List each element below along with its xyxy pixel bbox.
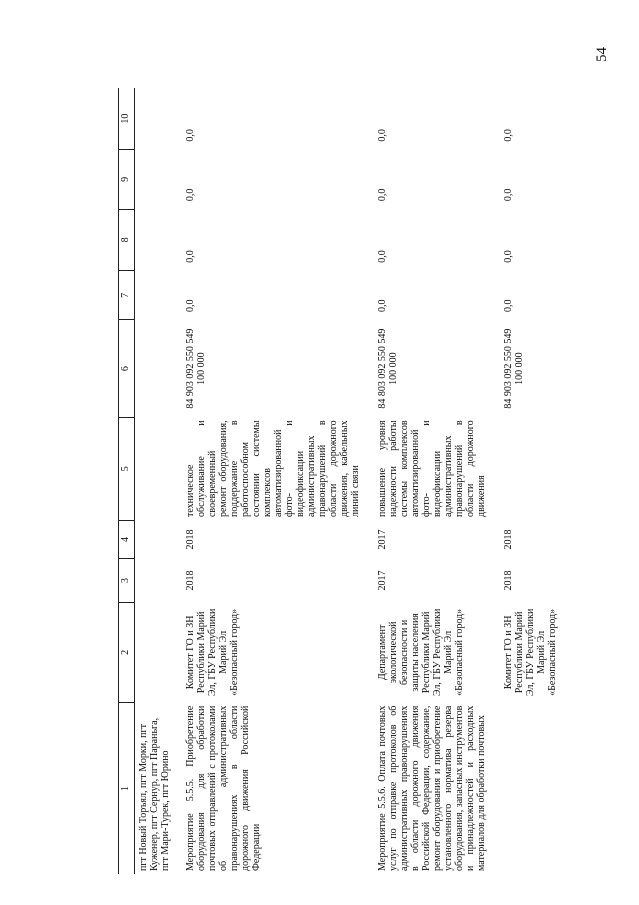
header-col-3: 3 (119, 559, 135, 602)
value-col-7: 0,0 (377, 299, 388, 312)
value-col-9: 0,0 (185, 188, 196, 202)
value-col-8: 0,0 (185, 250, 196, 263)
header-col-6: 6 (119, 320, 135, 417)
page-number: 54 (594, 47, 610, 62)
header-col-1: 1 (119, 703, 135, 874)
budget-code: 84 903 092 550 549 100 000 (503, 328, 525, 409)
header-col-7: 7 (119, 271, 135, 320)
measure-name (495, 703, 566, 874)
table-frame (118, 88, 609, 874)
end-year: 2018 (185, 529, 196, 550)
value-col-10: 0,0 (503, 129, 514, 142)
settlements-list: пгт Новый Торъял, пгт Морки, пгт Куженер, пгт Сернур, пгт Параньга, пгт Мари-Турек, пгт Юрино (138, 717, 171, 871)
table-row (369, 88, 495, 874)
table-row (495, 88, 566, 874)
value-col-7: 0,0 (185, 299, 196, 312)
value-col-9: 0,0 (503, 188, 514, 202)
end-year: 2018 (503, 529, 514, 550)
start-year: 2018 (185, 570, 196, 591)
value-col-8: 0,0 (503, 250, 514, 263)
continuation-row (135, 88, 178, 874)
end-year: 2017 (377, 529, 388, 550)
header-col-4: 4 (119, 520, 135, 559)
header-col-8: 8 (119, 209, 135, 271)
value-col-7: 0,0 (503, 299, 514, 312)
measures-table (118, 88, 566, 874)
measure-name: Мероприятие 5.5.6. Оплата почтовых услуг по отправке протоколов об административных правонарушениях в области дорожного движения Российской Федерации, содержание, ремонт оборудования и приобретение установленного норматива резерва оборудования, запасных инструментов и принадлежностей и расходных материалов для обработки почтовых (377, 705, 487, 871)
expected-result: техническое обслуживание и своевременный ремонт оборудования, поддержание в работоспособном состоянии системы комплексов автоматизированной фото- и видеофиксации административных правонарушений в области дорожного движения, кабельных линий связи (185, 420, 361, 518)
budget-code: 84 903 092 550 549 100 000 (185, 328, 207, 409)
table-row (177, 88, 369, 874)
value-col-9: 0,0 (377, 188, 388, 202)
executor: Комитет ГО и ЗН Республики Марий Эл, ГБУ Республики Марий Эл «Безопасный город» (503, 608, 558, 697)
header-col-9: 9 (119, 150, 135, 210)
start-year: 2018 (503, 570, 514, 591)
value-col-8: 0,0 (377, 250, 388, 263)
header-col-10: 10 (119, 88, 135, 150)
expected-result (495, 417, 566, 520)
header-col-2: 2 (119, 602, 135, 703)
value-col-10: 0,0 (185, 129, 196, 142)
budget-code: 84 803 092 550 549 100 000 (377, 328, 399, 409)
rotated-page (118, 88, 609, 874)
header-row (119, 88, 135, 874)
executor: Комитет ГО и ЗН Республики Марий Эл, ГБУ Республики Марий Эл «Безопасный город» (185, 608, 240, 697)
expected-result: повышение уровня надежности работы системы комплексов автоматизированной фото- и видеофиксации административных правонарушений в области дорожного движения (377, 420, 487, 518)
value-col-10: 0,0 (377, 129, 388, 142)
header-col-5: 5 (119, 417, 135, 520)
measure-name: Мероприятие 5.5.5. Приобретение оборудования для обработки почтовых отправлений с протоколами об административных правонарушениях в области дорожного движения Российской Федерации (185, 705, 262, 871)
executor: Департамент экологической безопасности и защиты населения Республики Марий Эл, ГБУ Республики Марий Эл «Безопасный город» (377, 608, 465, 697)
start-year: 2017 (377, 570, 388, 591)
